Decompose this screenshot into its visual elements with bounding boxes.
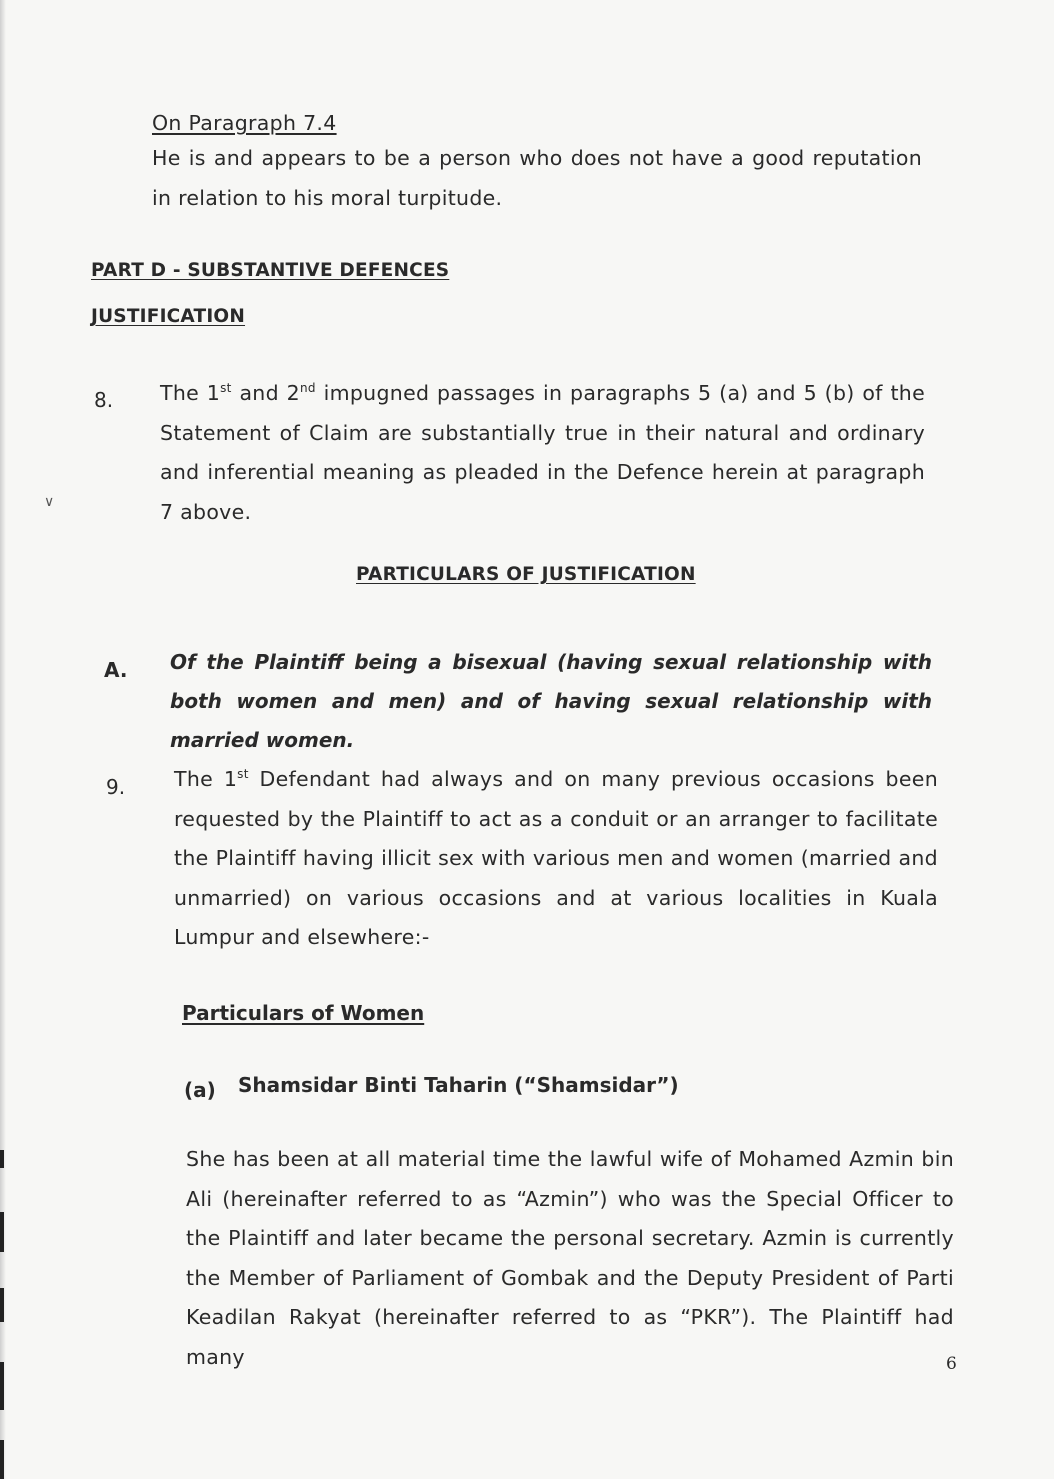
para-8-text-part: impugned passages in paragraphs 5 (a) and 5 (b) of the Statement of Claim are substantially true in their natural and ordinary and inferential meaning as pleaded in the Defence herein at paragraph 7 above. (160, 381, 925, 524)
item-a-name: Shamsidar Binti Taharin (“Shamsidar”) (238, 1073, 679, 1097)
scan-edge-mark (0, 1288, 4, 1322)
item-a-label: (a) (184, 1078, 216, 1102)
scan-mark: ∨ (44, 494, 55, 510)
scan-edge-mark (0, 1440, 4, 1479)
section-a-letter: A. (104, 658, 128, 682)
scan-edge-mark (0, 1362, 4, 1410)
scan-edge-mark (0, 1212, 4, 1252)
justification-heading: JUSTIFICATION (91, 306, 246, 327)
ordinal-suffix: st (237, 767, 249, 781)
para-8-number: 8. (94, 388, 114, 412)
para-7-4-heading: On Paragraph 7.4 (152, 111, 337, 135)
particulars-women-heading: Particulars of Women (182, 1001, 425, 1025)
particulars-justification-heading: PARTICULARS OF JUSTIFICATION (356, 564, 696, 585)
ordinal-suffix: nd (300, 381, 316, 395)
scan-left-edge (0, 0, 6, 1479)
part-d-heading: PART D - SUBSTANTIVE DEFENCES (91, 260, 450, 281)
para-8-text (160, 374, 925, 532)
scan-edge-mark (0, 1150, 4, 1168)
para-9-text (174, 760, 938, 958)
para-8-text-part: The 1 (160, 381, 221, 405)
para-9-number: 9. (106, 775, 126, 799)
item-a-text: She has been at all material time the lawful wife of Mohamed Azmin bin Ali (hereinafter referred to as “Azmin”) who was the Special Officer to the Plaintiff and later became the personal secretary. Azmin is currently the Member of Parliament of Gombak and the Deputy President of Parti Keadilan Rakyat (hereinafter referred to as “PKR”). The Plaintiff had many (186, 1147, 954, 1369)
para-7-4-text: He is and appears to be a person who does not have a good reputation in relation to his moral turpitude. (152, 146, 922, 210)
page-number: 6 (946, 1354, 957, 1374)
para-8-text-part: and 2 (231, 381, 301, 405)
ordinal-suffix: st (220, 381, 232, 395)
section-a-text: Of the Plaintiff being a bisexual (having sexual relationship with both women and men) and of having sexual relationship with married women. (170, 650, 932, 752)
para-9-text-part: The 1 (174, 767, 238, 791)
para-9-text-part: Defendant had always and on many previous occasions been requested by the Plaintiff to act as a conduit or an arranger to facilitate the Plaintiff having illicit sex with various men and women (married and unmarried) on various occasions and at various localities in Kuala Lumpur and elsewhere:- (174, 767, 938, 949)
